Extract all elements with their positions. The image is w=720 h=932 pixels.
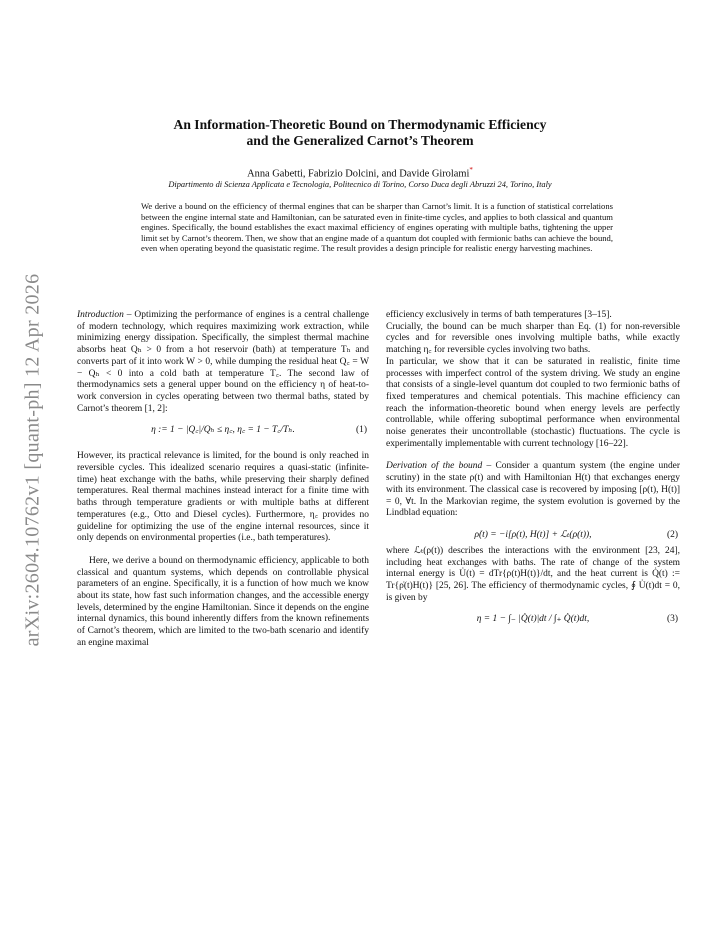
derivation-paragraph: [386, 461, 680, 520]
paragraph-continuation: efficiency exclusively in terms of bath temperatures [3–15].: [386, 310, 612, 320]
section-heading-introduction: Introduction: [77, 310, 124, 320]
corresponding-author-mark[interactable]: *: [469, 166, 473, 174]
intro-paragraph: [77, 310, 369, 415]
abstract: We derive a bound on the efficiency of thermal engines that can be sharper than Carnot’s limit. It is a function of statistical correlations between the engine internal state and Hamiltonian, can be saturated even in finite-time cycles, and applies to both classical and quantum engines. Specifically, the bound establishes the exact maximal efficiency of engines operating with multiple baths, tightening the upper limit set by Carnot’s theorem. Then, we show that an engine made of a quantum dot coupled with fermionic baths can achieve the bound, even when operating beyond the quasistatic regime. The result provides a design principle for realistic energy harvesting machines.: [141, 201, 613, 254]
left-column: [77, 310, 369, 650]
paragraph-contribution: Here, we derive a bound on thermodynamic efficiency, applicable to both classical and quantum systems, which depends on controllable physical parameters of an engine. Specifically, it is a function of how much we know about its state, how fast such information changes, and the accessible energy levels, determined by the engine Hamiltonian. Since it depends on the engine internal dynamics, this bound inherently differs from the known refinements of Carnot’s theorem, which are limited to the two-bath scenario and identify an engine maximal: [77, 555, 369, 648]
derivation-text: – Consider a quantum system (the engine under scrutiny) in the state ρ(t) and with Hamiltonian H(t) that exchanges energy with its environment. The classical case is recovered by imposing [ρ(t), H(t)] = 0, ∀t. In the Markovian regime, the system evolution is governed by the Lindblad equation:: [386, 461, 680, 519]
paragraph-lindblad: where ℒₜ(ρ(t)) describes the interactions with the environment [23, 24], including heat exchanges with baths. The rate of change of the system internal energy is U̇(t) = dTr{ρ(t)H(t)}/dt, and the heat current is Q̇(t) := Tr{ρ̇(t)H(t)} [25, 26]. The efficiency of thermodynamic cycles, ∮ U̇(t)dt = 0, is given by: [386, 545, 680, 603]
equation-3: [386, 604, 680, 644]
affiliation: Dipartimento di Scienza Applicata e Tecnologia, Politecnico di Torino, Corso Duca degli Abruzzi 24, Torino, Italy: [168, 180, 552, 189]
author-names: Anna Gabetti, Fabrizio Dolcini, and Davide Girolami: [247, 168, 470, 180]
arxiv-identifier: arXiv:2604.10762v1 [quant-ph] 12 Apr 2026: [21, 273, 44, 647]
author-list: [0, 166, 720, 179]
right-column: [386, 310, 680, 644]
paragraph-crucially: Crucially, the bound can be much sharper than Eq. (1) for non-reversible cycles and for reversible ones involving multiple baths, while exactly matching η꜀ for reversible cycles involving two baths.: [386, 321, 680, 356]
equation-1: [77, 415, 369, 451]
equation-2-number: (2): [666, 529, 678, 540]
equation-3-number: (3): [666, 614, 678, 625]
equation-2-body: ρ̇(t) = −i[ρ(t), H(t)] + ℒₜ(ρ(t)),: [474, 529, 592, 540]
title-line-1: An Information-Theoretic Bound on Thermodynamic Efficiency: [173, 117, 547, 132]
equation-1-number: (1): [355, 425, 367, 436]
intro-text: – Optimizing the performance of engines is a central challenge of modern technology, which requires maximizing work extraction, while minimizing energy dissipation. Specifically, the simplest thermal machine absorbs heat Qₕ > 0 from a hot reservoir (bath) at temperature Tₕ and converts part of it into work W > 0, while dumping the residual heat Q꜀ = W − Qₕ < 0 into a cold bath at temperature T꜀. The second law of thermodynamics sets a general upper bound on the efficiency η of heat-to-work conversion in cycles operating between two thermal baths, stated by Carnot’s theorem [1, 2]:: [77, 310, 369, 414]
title-line-2: and the Generalized Carnot’s Theorem: [246, 133, 474, 148]
section-heading-derivation: Derivation of the bound: [386, 461, 483, 472]
paragraph-quantum-dot: In particular, we show that it can be saturated in realistic, finite time processes with imperfect control of the system driving. We study an engine that consists of a single-level quantum dot coupled to two fermionic baths of fixed temperatures and chemical potentials. This machine efficiency can reach the information-theoretic bound when energy levels are perfectly controllable, while offering suboptimal performance when environmental noise generates their uncontrollable (stochastic) fluctuations. The cycle is experimentally implementable with current technology [16–22].: [386, 356, 680, 449]
equation-1-body: η := 1 − |Q꜀|/Qₕ ≤ η꜀, η꜀ = 1 − T꜀/Tₕ.: [151, 425, 295, 436]
equation-2: [386, 520, 680, 546]
paper-title: [0, 117, 720, 149]
equation-3-body: η = 1 − ∫₋ |Q̇(t)|dt / ∫₊ Q̇(t)dt,: [476, 614, 590, 625]
arxiv-sidebar: [8, 250, 58, 670]
paragraph-limitations: However, its practical relevance is limited, for the bound is only reached in reversible cycles. This idealized scenario requires a quasi-static (infinite-time) heat exchange with the baths, while preserving their sharply defined temperatures. Real thermal machines instead interact for a finite time with baths through temperature gradients or with multiple baths at different temperatures (e.g., Otto and Diesel cycles). Furthermore, η꜀ provides no guideline for optimizing the use of the engine internal resources, since it only depends on environmental properties (i.e., bath temperatures).: [77, 451, 369, 544]
